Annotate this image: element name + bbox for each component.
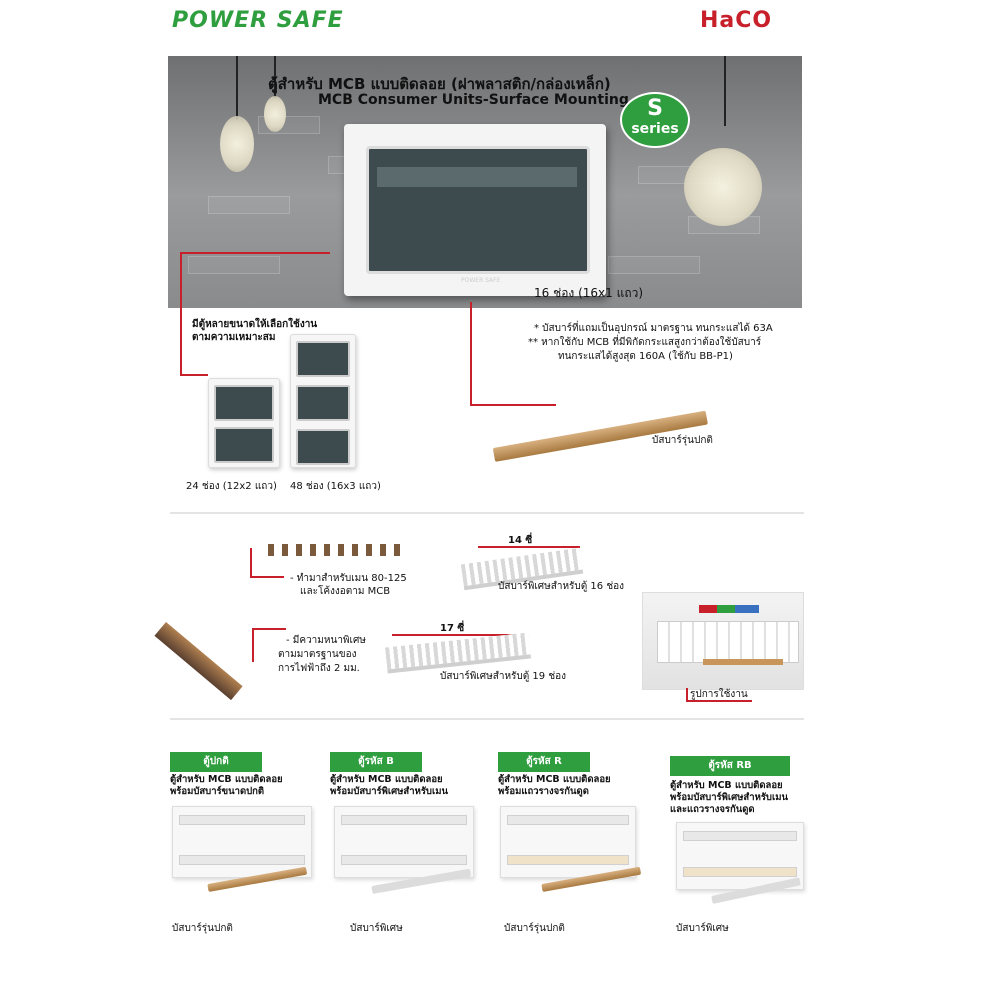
din-rail	[341, 855, 467, 865]
bent-note-2: และโค้งงอตาม MCB	[300, 586, 391, 597]
mcb-row	[657, 621, 799, 663]
caption-busbar-19: บัสบาร์พิเศษสำหรับตู้ 19 ช่อง	[440, 671, 567, 682]
label-14-teeth: 14 ซี่	[508, 535, 533, 546]
consumer-unit-16	[344, 124, 606, 296]
badge-word: series	[631, 121, 679, 137]
callout-line	[252, 628, 286, 630]
card-desc-line1: ตู้สำหรับ MCB แบบติดลอย	[170, 774, 283, 785]
busbar-note-1: * บัสบาร์ที่แถมเป็นอุปกรณ์ มาตรฐาน ทนกระแสได้ 63A	[534, 323, 773, 334]
brick	[208, 196, 290, 214]
consumer-unit-48	[290, 334, 356, 468]
unit-window	[296, 341, 350, 377]
lamp-cord	[724, 56, 726, 126]
card-tag-r: ตู้รหัส R	[498, 752, 590, 772]
bent-busbar	[268, 544, 408, 556]
brick	[608, 256, 700, 274]
card-desc-line2: พร้อมแถวรางจรกันดูด	[498, 786, 589, 797]
unit-window	[214, 385, 274, 421]
caption-48: 48 ช่อง (16x3 แถว)	[290, 481, 381, 492]
card-tag-rb: ตู้รหัส RB	[670, 756, 790, 776]
din-rail	[341, 815, 467, 825]
light-bulb-icon	[264, 96, 286, 132]
consumer-unit-24	[208, 378, 280, 468]
breaker-strip	[377, 167, 577, 187]
callout-line	[252, 628, 254, 662]
card-desc-line2: พร้อมบัสบาร์พิเศษสำหรับเมน	[670, 792, 788, 803]
terminal-colors	[699, 605, 759, 613]
usage-photo	[642, 592, 804, 690]
usage-caption: รูปการใช้งาน	[690, 689, 748, 700]
card-busbar-label: บัสบาร์รุ่นปกติ	[504, 923, 565, 934]
cabinet-brand: POWER SAFE	[461, 277, 501, 284]
unit-window	[214, 427, 274, 463]
caption-busbar-16: บัสบาร์พิเศษสำหรับตู้ 16 ช่อง	[498, 581, 625, 592]
installed-busbar	[703, 659, 783, 665]
section-divider	[170, 718, 804, 720]
card-desc-line2: พร้อมบัสบาร์ขนาดปกติ	[170, 786, 265, 797]
enclosure-b	[334, 806, 474, 878]
busbar-note-2: ** หากใช้กับ MCB ที่มีพิกัดกระแสสูงกว่าต้องใช้บัสบาร์	[528, 337, 762, 348]
hero-title-thai: ตู้สำหรับ MCB แบบติดลอย (ฝาพลาสติก/กล่องเหล็ก)	[268, 75, 611, 93]
din-rail	[179, 855, 305, 865]
callout-line	[250, 576, 284, 578]
caption-24: 24 ช่อง (12x2 แถว)	[186, 481, 277, 492]
hero-caption: 16 ช่อง (16x1 แถว)	[534, 286, 644, 300]
card-tag-standard: ตู้ปกติ	[170, 752, 262, 772]
light-bulb-icon	[684, 148, 762, 226]
busbar-17-teeth	[385, 633, 531, 674]
standard-busbar-label: บัสบาร์รุ่นปกติ	[652, 435, 713, 446]
hero-banner	[168, 56, 802, 308]
callout-line	[180, 252, 182, 376]
din-rail	[507, 815, 629, 825]
thick-note-1: - มีความหนาพิเศษ	[286, 635, 366, 646]
haco-logo: HaCO	[700, 8, 773, 33]
cabinet-window	[366, 146, 590, 284]
lamp-cord	[236, 56, 238, 120]
din-rail	[683, 867, 797, 877]
card-desc-line2: พร้อมบัสบาร์พิเศษสำหรับเมน	[330, 786, 448, 797]
label-17-teeth: 17 ซี่	[440, 623, 465, 634]
bent-note-1: - ทำมาสำหรับเมน 80-125	[290, 573, 407, 584]
callout-line	[180, 252, 330, 254]
thick-note-2: ตามมาตรฐานของ	[278, 649, 357, 660]
din-rail	[683, 831, 797, 841]
card-busbar-label: บัสบาร์รุ่นปกติ	[172, 923, 233, 934]
thick-busbar	[154, 622, 242, 700]
din-rail	[179, 815, 305, 825]
sizes-note-line2: ตามความเหมาะสม	[192, 332, 276, 343]
callout-line	[180, 374, 208, 376]
card-desc-line3: และแถวรางจรกันดูด	[670, 804, 755, 815]
busbar-note-3: ทนกระแสได้สูงสุด 160A (ใช้กับ BB-P1)	[558, 351, 733, 362]
enclosure-standard	[172, 806, 312, 878]
thick-note-3: การไฟฟ้าถึง 2 มม.	[278, 663, 360, 674]
enclosure-r	[500, 806, 636, 878]
callout-line	[250, 548, 252, 578]
callout-line	[470, 404, 556, 406]
card-desc-line1: ตู้สำหรับ MCB แบบติดลอย	[670, 780, 783, 791]
s-series-badge	[620, 92, 690, 148]
power-safe-logo: POWER SAFE	[172, 8, 344, 33]
card-busbar-label: บัสบาร์พิเศษ	[350, 923, 403, 934]
section-divider	[170, 512, 804, 514]
unit-window	[296, 429, 350, 465]
din-rail	[507, 855, 629, 865]
card-desc-line1: ตู้สำหรับ MCB แบบติดลอย	[330, 774, 443, 785]
card-desc-line1: ตู้สำหรับ MCB แบบติดลอย	[498, 774, 611, 785]
card-busbar-label: บัสบาร์พิเศษ	[676, 923, 729, 934]
light-bulb-icon	[220, 116, 254, 172]
sizes-note-line1: มีตู้หลายขนาดให้เลือกใช้งาน	[192, 319, 318, 330]
unit-window	[296, 385, 350, 421]
hero-title-english: MCB Consumer Units-Surface Mounting	[318, 92, 629, 108]
callout-line	[470, 302, 472, 406]
card-tag-b: ตู้รหัส B	[330, 752, 422, 772]
brick	[188, 256, 280, 274]
badge-letter: S	[647, 96, 663, 121]
